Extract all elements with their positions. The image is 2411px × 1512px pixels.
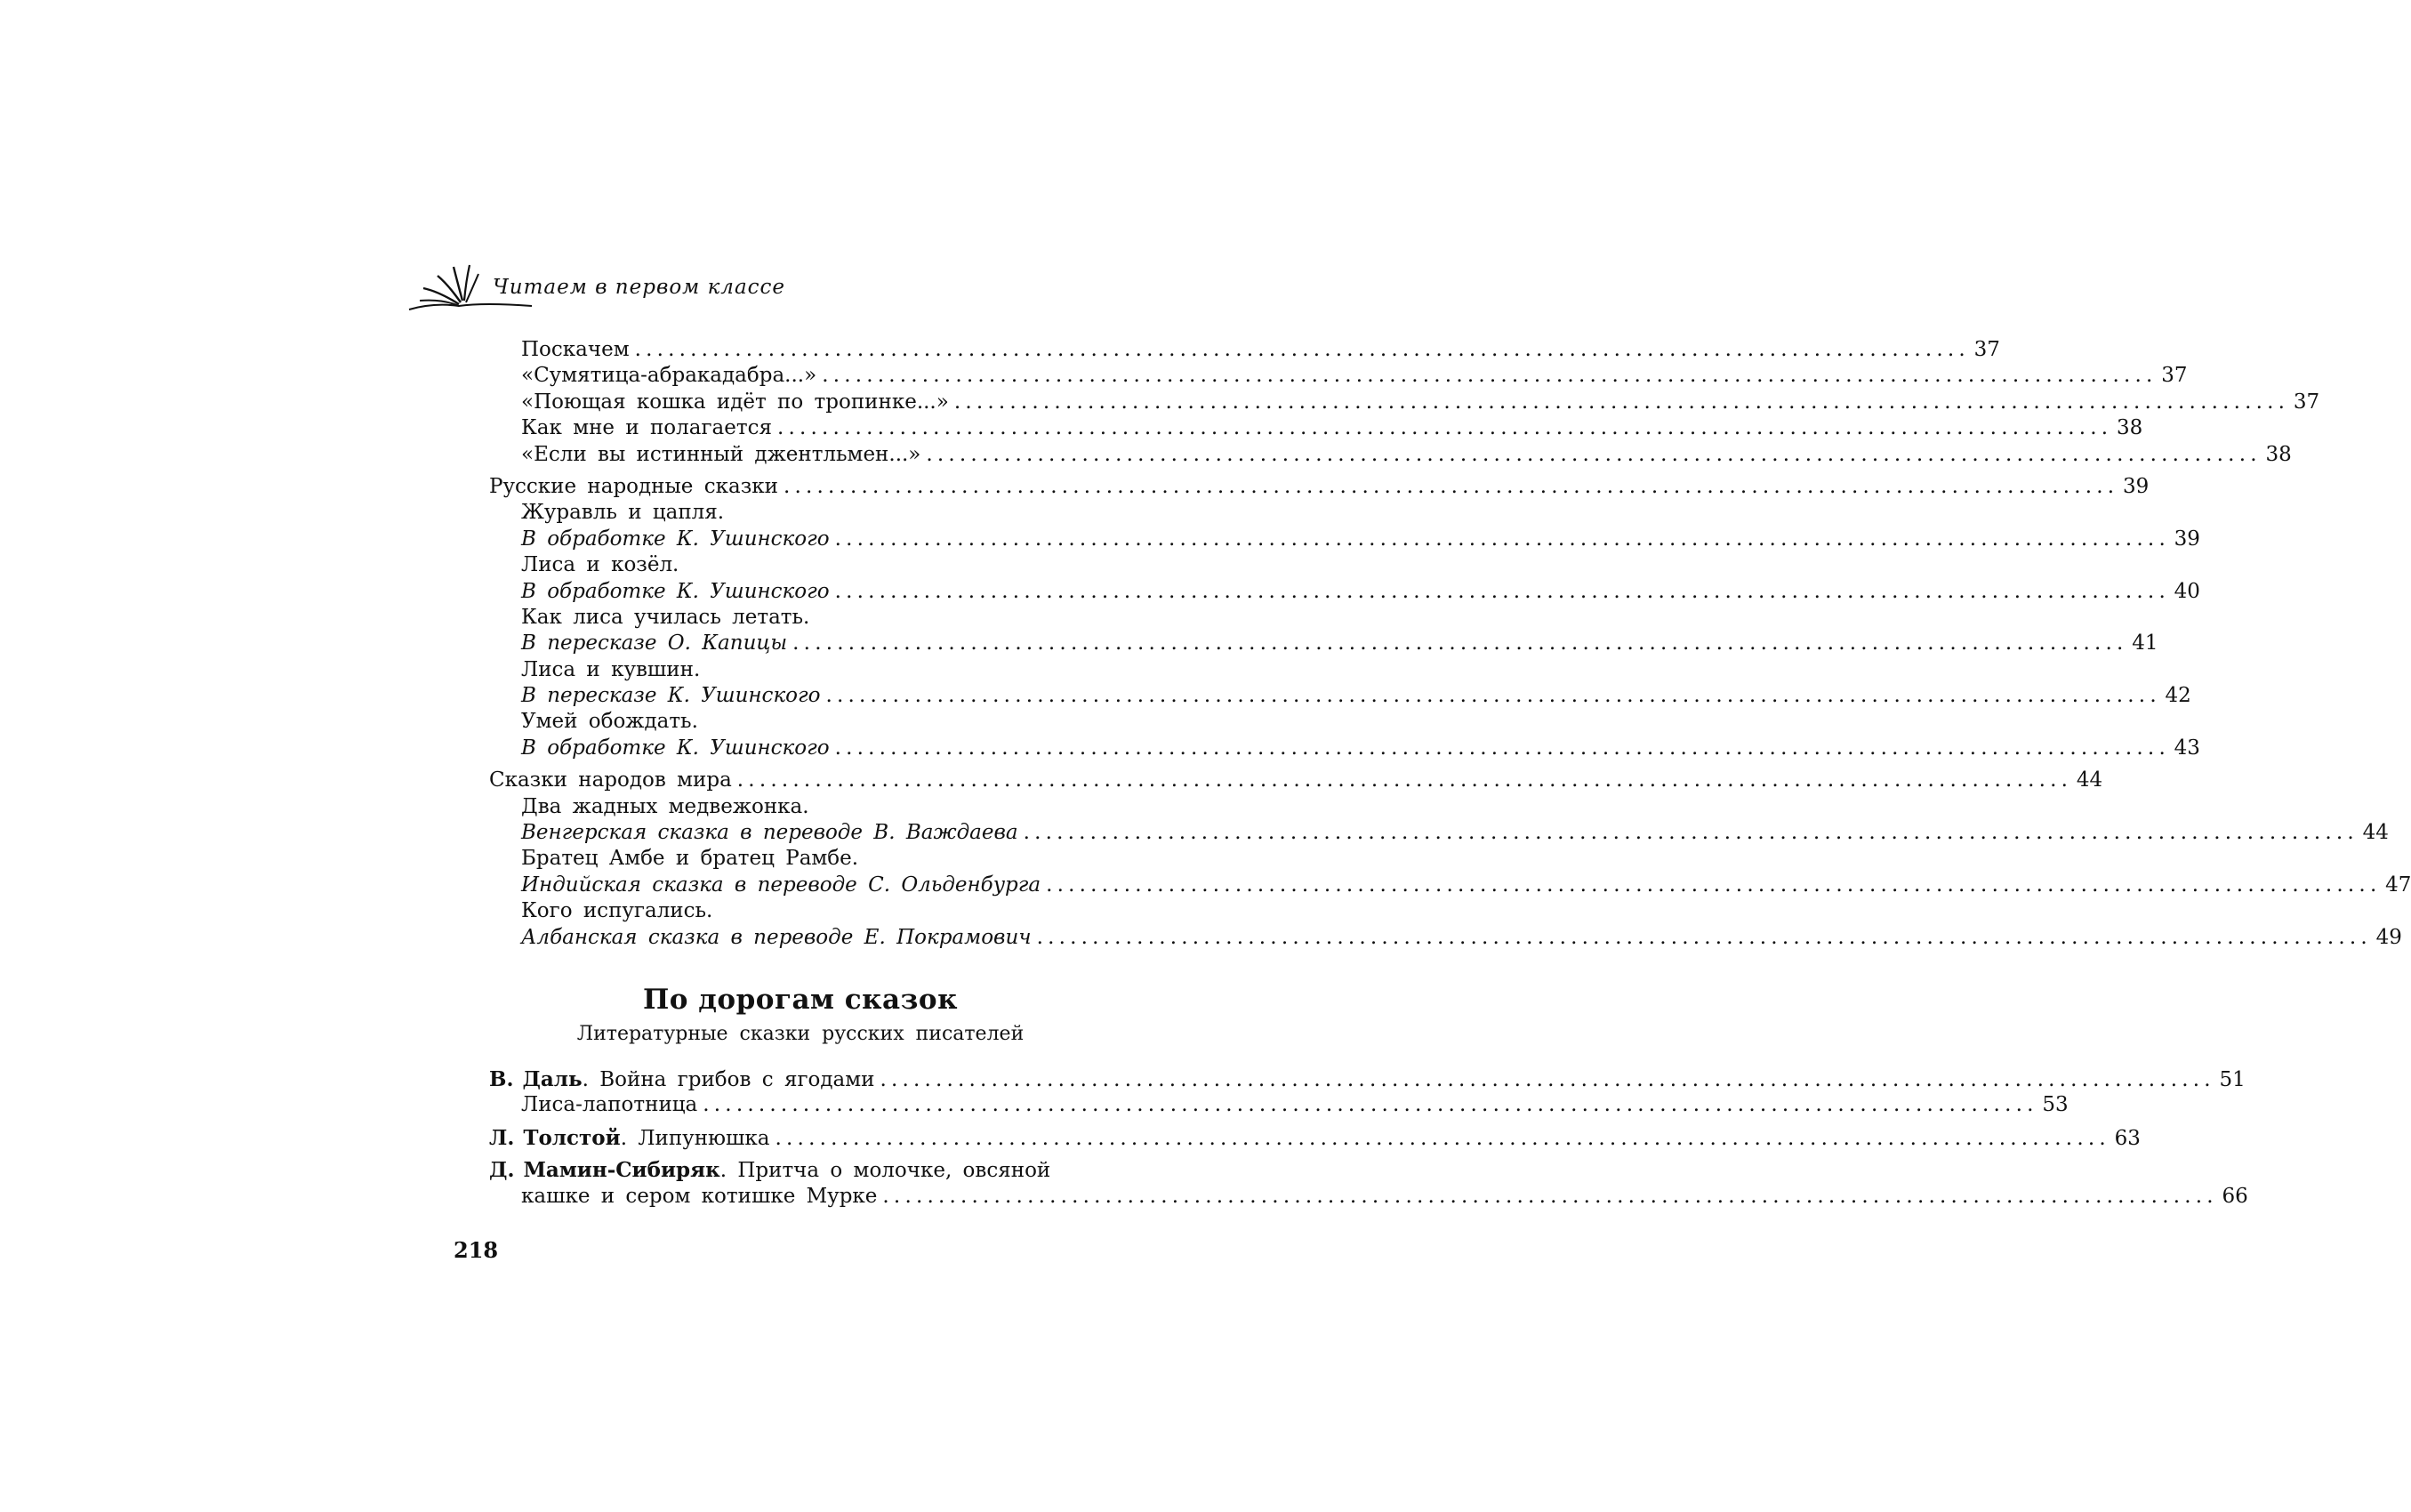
toc-group	[489, 1125, 2141, 1152]
dot-leader: ........................................................................................................................	[822, 364, 2158, 388]
toc-page-number: 51	[2219, 1068, 2246, 1091]
toc-entry-text: Умей обождать.	[521, 710, 698, 734]
toc-entry	[489, 1125, 2141, 1152]
toc-entry-title	[521, 631, 787, 655]
toc-entry-title	[521, 501, 724, 524]
toc-entry-text: В пересказе К. Ушинского	[521, 684, 821, 708]
dot-leader: ........................................................................................................................	[1023, 821, 2359, 845]
toc-page-number: 43	[2174, 736, 2200, 760]
dot-leader: ........................................................................................................................	[634, 338, 1970, 361]
table-of-contents-part-2	[489, 1067, 2248, 1210]
author-separator: .	[620, 1126, 639, 1150]
toc-entry-text: В обработке К. Ушинского	[521, 527, 830, 551]
toc-entry	[489, 474, 2150, 501]
toc-entry-text: Албанская сказка в переводе Е. Покрамович	[521, 925, 1032, 949]
toc-entry	[489, 1158, 1112, 1184]
toc-entry-author: Д. Мамин-Сибиряк	[489, 1158, 720, 1183]
dot-leader: ........................................................................................................................	[703, 1093, 2038, 1117]
toc-entry-title	[521, 390, 949, 414]
toc-entry-text: Братец Амбе и братец Рамбе.	[521, 847, 859, 871]
toc-entry-title	[489, 1158, 1050, 1182]
section-subtitle: Литературные сказки русских писателей	[576, 1023, 1025, 1045]
toc-entry-text: Липунюшка	[638, 1126, 770, 1150]
toc-entry-title	[521, 338, 630, 361]
toc-entry-author: Л. Толстой	[489, 1125, 621, 1150]
toc-entry-title	[521, 580, 830, 603]
toc-entry	[489, 821, 2389, 847]
toc-page-number: 42	[2165, 684, 2191, 708]
dot-leader: ........................................................................................................................	[953, 390, 2290, 414]
toc-entry	[489, 684, 2191, 710]
toc-entry	[489, 442, 2292, 469]
toc-page-number: 41	[2132, 631, 2158, 655]
running-header	[407, 260, 786, 313]
toc-page-number: 47	[2385, 873, 2411, 897]
toc-entry-text: Война грибов с ягодами	[599, 1068, 875, 1091]
dot-leader: ........................................................................................................................	[1046, 873, 2382, 897]
toc-entry-text: Лиса и кувшин.	[521, 657, 701, 681]
toc-page-number: 38	[2265, 442, 2292, 466]
toc-entry-text: В обработке К. Ушинского	[521, 736, 830, 760]
dot-leader: ........................................................................................................................	[882, 1184, 2218, 1208]
toc-entry	[489, 338, 2000, 364]
toc-entry	[489, 795, 1112, 821]
toc-entry-title	[489, 1067, 874, 1091]
toc-entry	[489, 925, 2402, 952]
toc-page-number: 44	[2076, 768, 2103, 792]
toc-entry-title	[521, 847, 858, 870]
toc-page-number: 40	[2174, 579, 2200, 603]
toc-entry	[489, 579, 2200, 606]
toc-group	[489, 768, 2411, 952]
toc-entry-title	[521, 527, 830, 551]
toc-page-number: 63	[2114, 1126, 2141, 1150]
toc-entry-title	[521, 795, 809, 818]
toc-page-number: 44	[2362, 821, 2389, 845]
toc-entry	[489, 631, 2158, 657]
author-separator: .	[719, 1159, 738, 1183]
toc-entry-text: Индийская сказка в переводе С. Ольденбурга	[521, 873, 1041, 897]
toc-group	[489, 1067, 2246, 1120]
toc-entry-text: Как лиса училась летать.	[521, 605, 810, 629]
toc-entry	[489, 1093, 2069, 1119]
toc-entry	[489, 553, 1112, 579]
toc-entry-title	[521, 1093, 697, 1116]
toc-entry	[489, 364, 2188, 390]
toc-entry-text: В обработке К. Ушинского	[521, 579, 830, 603]
toc-entry-title	[521, 443, 920, 466]
dot-leader: ........................................................................................................................	[834, 527, 2170, 551]
dot-leader: ........................................................................................................................	[1036, 925, 2372, 949]
toc-entry-text: «Сумятица-абракадабра...»	[521, 364, 817, 388]
toc-entry	[489, 527, 2200, 553]
dot-leader: ........................................................................................................................	[834, 579, 2170, 603]
toc-entry-title	[489, 475, 778, 498]
toc-entry-title	[521, 606, 809, 629]
toc-entry-text: «Если вы истинный джентльмен...»	[521, 442, 921, 466]
toc-entry-title	[521, 553, 679, 576]
toc-group	[489, 474, 2200, 762]
toc-entry-title	[521, 736, 830, 760]
toc-entry-text: Венгерская сказка в переводе В. Важдаева	[521, 821, 1018, 845]
toc-entry	[489, 501, 1112, 527]
page-number: 218	[454, 1237, 499, 1263]
toc-entry-title	[521, 658, 700, 681]
toc-entry-text: В пересказе О. Капицы	[521, 631, 788, 655]
header-title: Читаем в первом классе	[493, 276, 786, 299]
toc-entry	[489, 390, 2320, 416]
dot-leader: ........................................................................................................................	[926, 442, 2262, 466]
toc-page-number: 49	[2375, 925, 2402, 949]
toc-entry	[489, 658, 1112, 684]
dot-leader: ........................................................................................................................	[775, 1126, 2110, 1150]
toc-page-number: 37	[1973, 338, 2000, 361]
toc-entry-text: Лиса и козёл.	[521, 553, 679, 577]
dot-leader: ........................................................................................................................	[783, 474, 2119, 498]
dot-leader: ........................................................................................................................	[736, 768, 2073, 792]
toc-entry	[489, 710, 1112, 736]
table-of-contents-part-1	[489, 338, 2411, 952]
toc-entry-text: Журавль и цапля.	[521, 501, 725, 525]
toc-entry-title	[521, 1185, 877, 1208]
toc-page-number: 37	[2161, 364, 2188, 388]
toc-page-number: 53	[2042, 1093, 2069, 1117]
dot-leader: ........................................................................................................................	[776, 416, 2113, 440]
toc-page-number: 38	[2117, 416, 2143, 440]
toc-entry-text: Притча о молочке, овсяной	[737, 1159, 1051, 1183]
toc-entry	[489, 736, 2200, 762]
toc-entry	[489, 899, 1112, 925]
toc-entry	[489, 1067, 2246, 1093]
toc-page-number: 66	[2222, 1184, 2248, 1208]
toc-group	[489, 1158, 2248, 1210]
toc-entry-text: кашке и сером котишке Мурке	[521, 1184, 878, 1208]
toc-entry	[489, 1184, 2248, 1210]
toc-entry-title	[521, 364, 816, 387]
toc-entry-title	[521, 821, 1018, 844]
toc-entry-title	[521, 873, 1041, 897]
toc-entry-text: Лиса-лапотница	[521, 1093, 698, 1117]
toc-entry-text: Кого испугались.	[521, 899, 713, 923]
toc-entry-text: Как мне и полагается	[521, 416, 772, 440]
toc-entry	[489, 847, 1112, 873]
author-separator: .	[582, 1068, 600, 1091]
dot-leader: ........................................................................................................................	[825, 684, 2161, 708]
toc-entry	[489, 606, 1112, 631]
toc-page-number: 39	[2174, 527, 2200, 551]
dot-leader: ........................................................................................................................	[834, 736, 2170, 760]
dot-leader: ........................................................................................................................	[792, 631, 2128, 655]
toc-entry-author: В. Даль	[489, 1067, 583, 1091]
toc-entry-title	[521, 710, 698, 733]
toc-entry-text: Поскачем	[521, 338, 630, 361]
toc-entry-title	[489, 1126, 770, 1150]
toc-page-number: 39	[2123, 474, 2150, 498]
toc-entry-title	[521, 926, 1032, 949]
toc-entry-title	[521, 416, 772, 439]
toc-entry-text: Два жадных медвежонка.	[521, 794, 809, 818]
toc-entry	[489, 416, 2143, 442]
toc-entry-text: Сказки народов мира	[489, 768, 732, 792]
toc-entry-text: «Поющая кошка идёт по тропинке...»	[521, 390, 949, 414]
toc-page-number: 37	[2293, 390, 2320, 414]
toc-entry	[489, 873, 2411, 899]
toc-entry-title	[521, 684, 821, 707]
section-title: По дорогам сказок	[643, 984, 958, 1016]
toc-group	[489, 338, 2320, 469]
toc-entry	[489, 768, 2103, 794]
toc-entry-text: Русские народные сказки	[489, 474, 778, 498]
dot-leader: ........................................................................................................................	[880, 1068, 2215, 1091]
toc-entry-title	[489, 768, 732, 792]
toc-entry-title	[521, 899, 712, 922]
